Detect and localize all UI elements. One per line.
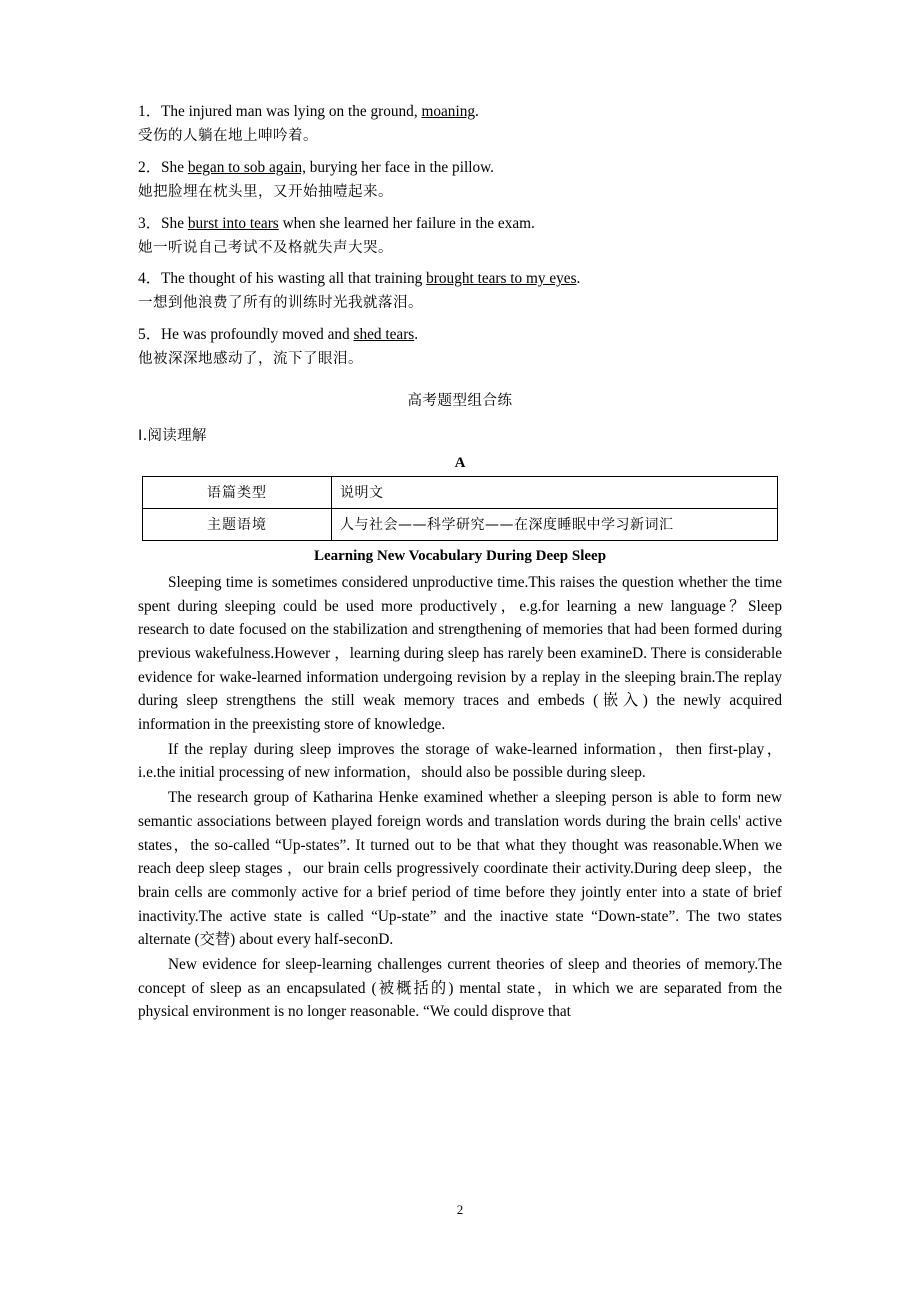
info-value-theme: 人与社会——科学研究——在深度睡眠中学习新词汇 [332, 508, 778, 540]
table-row [143, 476, 778, 508]
exercise-5-text-post: . [414, 326, 419, 344]
passage-letter-label: A [454, 454, 466, 471]
exercise-number-2: 2 [138, 158, 146, 176]
exercise-2-translation: 她把脸埋在枕头里，又开始抽噎起来。 [138, 183, 393, 200]
exercise-number-1: 1 [138, 103, 146, 120]
page-number: 2 [456, 1202, 464, 1217]
exercise-1-text-post: . [475, 103, 479, 120]
passage-info-table [142, 476, 778, 541]
exercise-item-2-english [138, 156, 782, 180]
info-value-genre: 说明文 [332, 476, 778, 508]
info-label-theme: 主题语境 [143, 508, 332, 540]
exercise-2-answer: began to sob again, [187, 158, 306, 176]
exercise-item-1-english [138, 100, 782, 124]
exercise-5-answer: shed tears [353, 326, 415, 344]
exercise-5-translation: 他被深深地感动了，流下了眼泪。 [138, 351, 363, 368]
exercise-4-text-pre: ．The thought of his wasting all that training [145, 270, 427, 288]
exercise-number-4: 4 [138, 270, 146, 288]
exercise-3-answer: burst into tears [187, 214, 279, 232]
exercise-number-5: 5 [138, 326, 146, 344]
article-paragraph-4: New evidence for sleep‐learning challenges current theories of sleep and theories of memory.The concept of sleep as an encapsulated (被概括的) mental state，in which we are separated from the physical environment is no longer reasonable. “We could disprove that [138, 956, 782, 1021]
exercise-2-text-pre: ．She [145, 158, 188, 176]
info-label-genre: 语篇类型 [143, 476, 332, 508]
article-paragraph-1: Sleeping time is sometimes considered unproductive time.This raises the question whether the time spent during sleeping could be used more productively，e.g.for learning a new language？Sleep research to date focused on the stabilization and strengthening of memories that had been formed during previous wakefulness.However ，learning during sleep has rarely been examineD. There is considerable evidence for wake‐learned information undergoing revision by a replay in the sleeping brain.The replay during sleep strengthens the still weak memory traces and embeds (嵌入) the newly acquired information in the preexisting store of knowledge. [138, 573, 782, 734]
article-title: Learning New Vocabulary During Deep Sleep [313, 547, 607, 564]
exercise-4-text-post: . [576, 270, 581, 288]
exercise-1-translation: 受伤的人躺在地上呻吟着。 [138, 128, 318, 145]
section-title: 高考题型组合练 [407, 392, 513, 409]
article-paragraph-3: The research group of Katharina Henke examined whether a sleeping person is able to form new semantic associations between played foreign words and translation words during the brain cells' active states，the so‐called “Up‐states”. It turned out to be that what they thought was reasonable.When we reach deep sleep stages ，our brain cells progressively coordinate their activity.During deep sleep，the brain cells are commonly active for a brief period of time before they jointly enter into a state of brief inactivity.The active state is called “Up-state” and the inactive state “Down-state”. The two states alternate (交替) about every half-seconD. [138, 789, 782, 949]
exercise-4-translation: 一想到他浪费了所有的训练时光我就落泪。 [138, 295, 423, 312]
exercise-list [138, 100, 782, 371]
table-row [143, 508, 778, 540]
exercise-item-5-english [138, 323, 782, 347]
exercise-item-3-english [138, 212, 782, 236]
exercise-3-translation: 她一听说自己考试不及格就失声大哭。 [138, 239, 393, 256]
exercise-4-answer: brought tears to my eyes [426, 270, 577, 288]
exercise-1-answer: moaning [421, 103, 476, 120]
exercise-2-text-post: burying her face in the pillow. [305, 158, 494, 176]
exercise-1-text-pre: ．The injured man was lying on the ground, [145, 103, 422, 120]
exercise-number-3: 3 [138, 214, 146, 232]
exercise-item-4-english [138, 267, 782, 291]
exercise-3-text-post: when she learned her failure in the exam. [278, 214, 535, 232]
article-paragraph-2: If the replay during sleep improves the storage of wake‐learned information，then first‐play，i.e.the initial processing of new information，should also be possible during sleep. [138, 740, 782, 782]
part-title-reading: Ⅰ.阅读理解 [138, 427, 207, 444]
exercise-5-text-pre: ．He was profoundly moved and [145, 326, 354, 344]
exercise-3-text-pre: ．She [145, 214, 188, 232]
